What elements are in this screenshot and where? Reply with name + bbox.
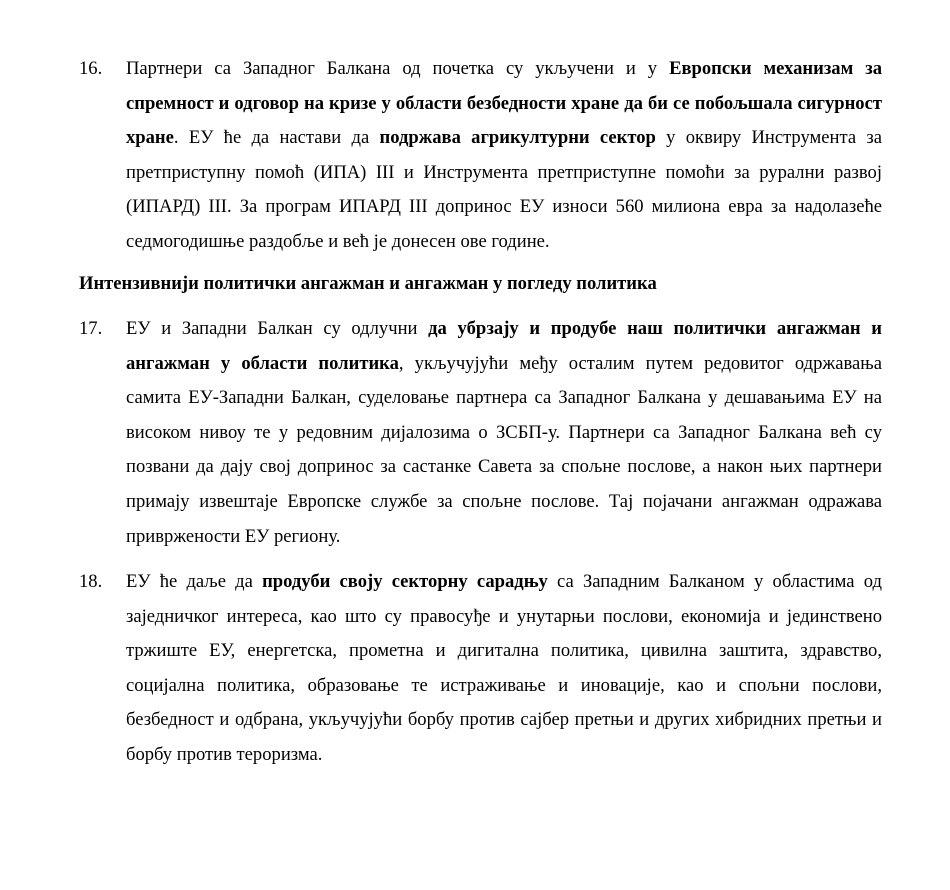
text-segment: ЕУ ће даље да bbox=[126, 571, 263, 592]
text-segment: ЕУ и Западни Балкан су одлучни bbox=[126, 318, 429, 339]
paragraph-16 bbox=[79, 52, 882, 260]
text-segment: са Западним Балканом у областима од заједничког интереса, као што су правосуђе и унутарњи послови, економија и јединствено тржиште ЕУ, енергетска, прометна и дигитална политика, цивилна заштита, здравство, социјална политика, образовање те истраживање и иновације, као и спољни послови, безбедност и одбрана, укључујући борбу против сајбер претњи и других хибридних претњи и борбу против тероризма. bbox=[126, 571, 882, 765]
bold-text-segment: Европски механизам за спремност и одговор на кризе у области безбедности хране да би се побољшала сигурност хране bbox=[126, 58, 882, 149]
paragraph-text bbox=[126, 52, 882, 260]
paragraph-number: 16. bbox=[79, 58, 103, 79]
bold-text-segment: подржава агрикултурни сектор bbox=[379, 127, 656, 149]
text-segment: Партнери са Западног Балкана од почетка су укључени и у bbox=[126, 58, 670, 79]
paragraph-number: 18. bbox=[79, 571, 103, 592]
text-segment: . ЕУ ће да настави да bbox=[173, 127, 380, 149]
paragraph-17 bbox=[79, 312, 882, 554]
paragraph-text bbox=[126, 565, 882, 773]
bold-text-segment: да убрзају и продубе наш политички ангажман и ангажман у области политика bbox=[126, 318, 882, 374]
paragraph-18 bbox=[79, 565, 882, 773]
bold-text-segment: продуби своју секторну сарадњу bbox=[262, 571, 548, 592]
paragraph-text bbox=[126, 312, 882, 554]
paragraph-number: 17. bbox=[79, 318, 103, 339]
text-segment: у оквиру Инструмента за претприступну помоћ (ИПА) III и Инструмента претприступне помоћи за рурални развој (ИПАРД) III. За програм ИПАРД III допринос ЕУ износи 560 милиона евра за надолазеће седмогодишње раздобље и већ је донесен ове године. bbox=[126, 127, 882, 252]
text-segment: , укључујући међу осталим путем редовитог одржавања самита ЕУ-Западни Балкан, суделовање партнера са Западног Балкана у дешавањима ЕУ на високом нивоу те у редовним дијалозима о ЗСБП-у. Партнери са Западног Балкана већ су позвани да дају свој допринос за састанке Савета за спољне послове, а након њих партнери примају извештаје Европске службе за спољне послове. Тај појачани ангажман одражава привржености ЕУ региону. bbox=[126, 352, 882, 547]
section-heading: Интензивнији политички ангажман и ангажман у погледу политика bbox=[79, 273, 657, 294]
